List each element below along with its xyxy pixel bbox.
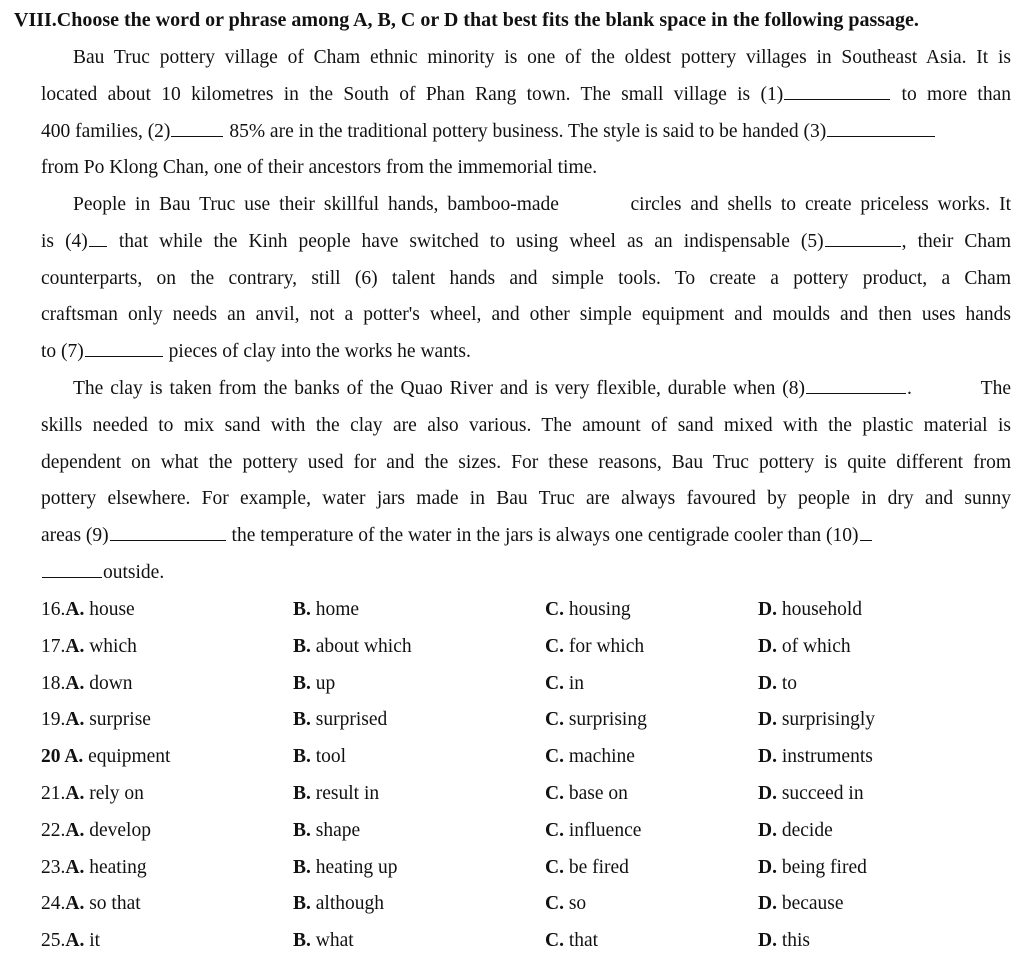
option-letter: B. (293, 856, 311, 878)
question-number: 16. (41, 599, 66, 620)
option-a[interactable] (41, 739, 170, 776)
option-text: result in (315, 782, 380, 804)
option-b[interactable] (293, 739, 346, 776)
option-letter: D. (758, 930, 777, 952)
option-letter: D. (758, 746, 777, 768)
option-letter: B. (293, 599, 311, 620)
option-letter: D. (758, 635, 777, 657)
passage-paragraph-1 (41, 40, 1011, 187)
option-letter: D. (758, 819, 777, 841)
passage-line: pottery elsewhere. For example, water jars made in Bau Truc are always favoured by people in dry and sunny (41, 488, 1011, 510)
blank-5 (825, 245, 901, 247)
option-text: it (89, 930, 101, 952)
option-text: for which (568, 635, 645, 657)
option-b[interactable] (293, 702, 387, 739)
option-letter: A. (65, 782, 85, 804)
passage-line: located about 10 kilometres in the South of Phan Rang town. The small village is (1) to more than (41, 83, 1011, 105)
blank-8 (806, 392, 906, 394)
blank-3 (827, 135, 935, 137)
option-d[interactable] (758, 886, 844, 923)
question-row (41, 813, 1011, 850)
option-letter: B. (293, 782, 311, 804)
option-letter: C. (545, 856, 564, 878)
option-letter: D. (758, 599, 777, 620)
option-text: rely on (89, 782, 144, 804)
option-text: although (315, 893, 385, 915)
passage-line: 400 families, (2) 85% are in the traditional pottery business. The style is said to be handed (3) (41, 114, 1011, 151)
option-letter: B. (293, 930, 311, 952)
option-b[interactable] (293, 592, 359, 629)
option-d[interactable] (758, 702, 875, 739)
option-letter: C. (545, 672, 564, 694)
option-text: in (568, 672, 585, 694)
question-row (41, 592, 1011, 629)
option-text: this (781, 930, 811, 952)
section-title: VIII.Choose the word or phrase among A, B, C or D that best fits the blank space in the following passage. (14, 9, 919, 31)
option-letter: D. (758, 709, 777, 731)
option-text: develop (89, 819, 151, 841)
option-b[interactable] (293, 923, 354, 960)
option-a[interactable] (41, 666, 133, 703)
option-a[interactable] (41, 813, 151, 850)
blank-1 (784, 98, 890, 100)
question-row (41, 702, 1011, 739)
option-text: because (781, 893, 844, 915)
blank-2 (171, 135, 223, 137)
option-b[interactable] (293, 813, 360, 850)
option-text: being fired (781, 856, 867, 878)
option-d[interactable] (758, 776, 864, 813)
question-number: 17. (41, 635, 66, 657)
option-text: up (315, 672, 336, 694)
option-c[interactable] (545, 702, 647, 739)
option-letter: B. (293, 819, 311, 841)
option-a[interactable] (41, 886, 141, 923)
passage-paragraph-2 (41, 187, 1011, 371)
question-row (41, 850, 1011, 887)
option-d[interactable] (758, 592, 862, 629)
option-letter: B. (293, 709, 311, 731)
option-d[interactable] (758, 813, 833, 850)
option-letter: A. (65, 893, 85, 915)
option-d[interactable] (758, 666, 797, 703)
option-letter: A. (65, 635, 85, 657)
option-letter: C. (545, 893, 564, 915)
option-text: decide (781, 819, 833, 841)
option-a[interactable] (41, 923, 100, 960)
option-text: tool (315, 746, 347, 768)
option-c[interactable] (545, 776, 628, 813)
option-text: about which (315, 635, 412, 657)
answer-options (41, 592, 1011, 960)
question-number: 23. (41, 856, 66, 878)
option-text: be fired (568, 856, 629, 878)
blank-9 (110, 539, 226, 541)
passage-line: is (4) that while the Kinh people have switched to using wheel as an indispensable (5) , their Cham (41, 230, 1011, 252)
passage-paragraph-3 (41, 371, 1011, 592)
option-letter: C. (545, 709, 564, 731)
option-letter: B. (293, 746, 311, 768)
option-b[interactable] (293, 776, 379, 813)
option-c[interactable] (545, 739, 635, 776)
option-letter: C. (545, 746, 564, 768)
question-row (41, 886, 1011, 923)
question-row (41, 629, 1011, 666)
option-a[interactable] (41, 850, 147, 887)
passage-line: to (7) pieces of clay into the works he wants. (41, 341, 471, 363)
question-row (41, 739, 1011, 776)
passage-line: outside. (41, 555, 1011, 592)
option-letter: A. (65, 930, 85, 952)
question-number: 22. (41, 819, 66, 841)
option-d[interactable] (758, 923, 810, 960)
option-letter: A. (65, 672, 85, 694)
option-text: home (315, 599, 360, 620)
option-letter: B. (293, 635, 311, 657)
question-number: 24. (41, 893, 66, 915)
passage-line: skills needed to mix sand with the clay are also various. The amount of sand mixed with the plastic material is (41, 414, 1011, 436)
option-b[interactable] (293, 886, 384, 923)
option-text: so that (89, 893, 141, 915)
option-c[interactable] (545, 850, 629, 887)
option-letter: B. (293, 672, 311, 694)
option-a[interactable] (41, 629, 137, 666)
option-letter: A. (65, 599, 85, 620)
blank-7 (85, 355, 163, 357)
option-text: surprisingly (781, 709, 876, 731)
option-text: so (568, 893, 587, 915)
option-text: instruments (781, 746, 873, 768)
option-letter: C. (545, 782, 564, 804)
option-text: influence (568, 819, 642, 841)
question-row (41, 776, 1011, 813)
option-a[interactable] (41, 592, 135, 629)
option-text: base on (568, 782, 628, 804)
passage-line: People in Bau Truc use their skillful hands, bamboo-made circles and shells to create priceless works. It (73, 194, 1012, 215)
question-number: 19. (41, 709, 66, 731)
option-b[interactable] (293, 666, 335, 703)
option-letter: A. (65, 709, 85, 731)
option-text: that (568, 930, 599, 952)
option-text: heating (89, 856, 147, 878)
option-text: which (89, 635, 137, 657)
question-row (41, 666, 1011, 703)
option-letter: A. (65, 856, 85, 878)
option-text: house (89, 599, 135, 620)
option-b[interactable] (293, 629, 412, 666)
option-text: to (781, 672, 798, 694)
option-letter: B. (293, 893, 311, 915)
option-text: housing (568, 599, 631, 620)
option-a[interactable] (41, 776, 144, 813)
blank-10 (860, 539, 872, 541)
option-text: machine (568, 746, 635, 768)
option-text: down (89, 672, 133, 694)
option-d[interactable] (758, 850, 867, 887)
question-number: 20 (41, 746, 65, 768)
option-letter: C. (545, 819, 564, 841)
option-text: heating up (315, 856, 398, 878)
option-letter: A. (64, 746, 84, 768)
option-a[interactable] (41, 702, 151, 739)
question-number: 18. (41, 672, 66, 694)
option-text: household (781, 599, 863, 620)
option-text: surprised (315, 709, 388, 731)
option-letter: D. (758, 782, 777, 804)
option-letter: D. (758, 856, 777, 878)
blank-4 (89, 245, 107, 247)
passage-line: Bau Truc pottery village of Cham ethnic minority is one of the oldest pottery villages in Southeast Asia. It is (73, 47, 1011, 68)
passage-line: areas (9) the temperature of the water in the jars is always one centigrade cooler than (10) (41, 518, 1011, 555)
option-b[interactable] (293, 850, 398, 887)
passage-line: The clay is taken from the banks of the Quao River and is very flexible, durable when (8) . The (73, 378, 1011, 399)
option-c[interactable] (545, 886, 586, 923)
passage-line: from Po Klong Chan, one of their ancestors from the immemorial time. (41, 157, 598, 179)
question-number: 25. (41, 930, 66, 952)
option-c[interactable] (545, 592, 631, 629)
question-number: 21. (41, 782, 66, 804)
option-letter: C. (545, 599, 564, 620)
passage-line: craftsman only needs an anvil, not a potter's wheel, and other simple equipment and moulds and then uses hands (41, 304, 1011, 326)
option-d[interactable] (758, 629, 851, 666)
option-text: surprising (568, 709, 647, 731)
blank-10-continued (42, 576, 102, 578)
option-c[interactable] (545, 666, 584, 703)
option-letter: C. (545, 635, 564, 657)
option-c[interactable] (545, 629, 644, 666)
option-letter: D. (758, 893, 777, 915)
option-text: succeed in (781, 782, 864, 804)
option-text: of which (781, 635, 851, 657)
passage-line: counterparts, on the contrary, still (6) talent hands and simple tools. To create a pottery product, a Cham (41, 267, 1011, 289)
option-letter: C. (545, 930, 564, 952)
question-row (41, 923, 1011, 960)
option-text: what (315, 930, 354, 952)
option-letter: D. (758, 672, 777, 694)
option-text: surprise (89, 709, 151, 731)
option-c[interactable] (545, 813, 641, 850)
passage-line: dependent on what the pottery used for and the sizes. For these reasons, Bau Truc pottery is quite different from (41, 451, 1011, 473)
option-c[interactable] (545, 923, 598, 960)
option-d[interactable] (758, 739, 873, 776)
option-text: shape (315, 819, 361, 841)
option-text: equipment (88, 746, 171, 768)
option-letter: A. (65, 819, 85, 841)
